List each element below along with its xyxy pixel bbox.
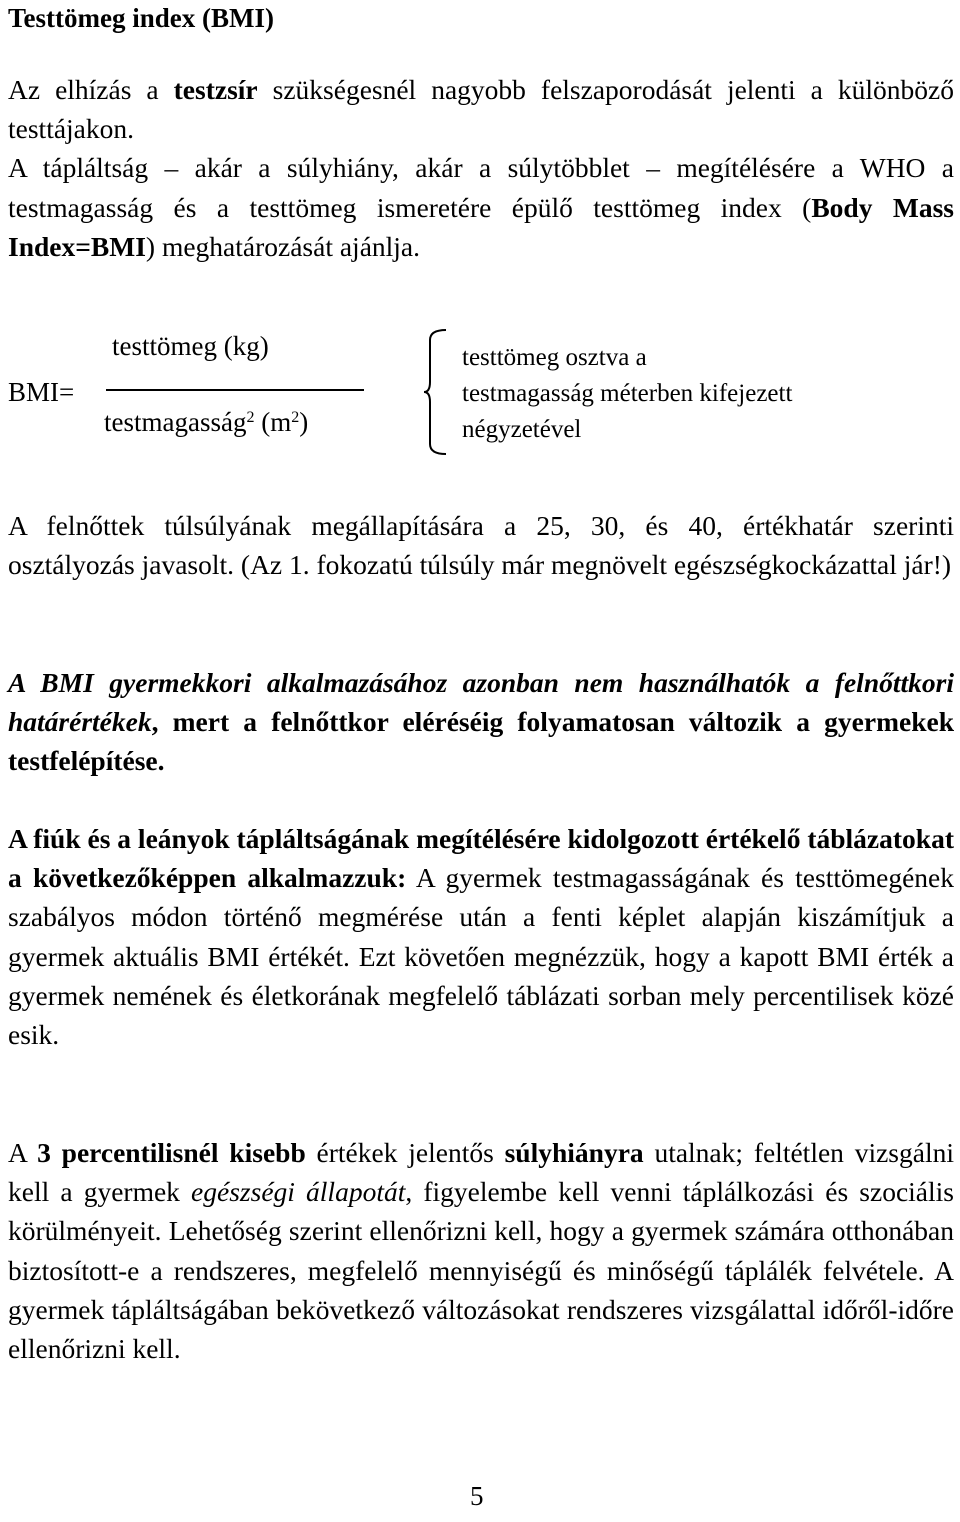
formula-description — [462, 340, 792, 448]
pct-text-4: , figyelembe kell venni táplálkozási és szociális körülményeit. Lehetőség szerint ellenőrizni kell, hogy a gyermek számára otthonában biztosított-e a rendszeres, megfelelő mennyiségű és minőségű táplálék felvétele. A gyermek tápláltságában bekövetkező változásokat rendszeres vizsgálattal időről-időre ellenőrizni kell. — [8, 1176, 954, 1365]
children-bold: , mert a felnőttkor eléréséig folyamatosan változik a gyermekek testfelépítése. — [8, 706, 954, 777]
method-bold: A fiúk és a leányok tápláltságának megítélésére kidolgozott értékelő táblázatokat a következőképpen alkalmazzuk: — [8, 823, 954, 894]
pct-text-3: utalnak; feltétlen vizsgálni kell a gyermek — [8, 1137, 954, 1208]
adults-paragraph: A felnőttek túlsúlyának megállapítására a 25, 30, és 40, értékhatár szerinti osztályozás javasolt. (Az 1. fokozatú túlsúly már megnövelt egészségkockázattal jár!) — [8, 510, 954, 581]
intro-paragraph — [8, 70, 954, 266]
den-sup-2: 2 — [291, 409, 300, 426]
fraction-line — [106, 389, 364, 391]
pct-bold-1: 3 percentilisnél kisebb — [37, 1137, 306, 1168]
pct-text-2: értékek jelentős — [305, 1137, 505, 1168]
formula-lhs: BMI= — [8, 377, 75, 407]
page-title: Testtömeg index (BMI) — [8, 3, 274, 33]
pct-bold-2: súlyhiányra — [504, 1137, 644, 1168]
children-paragraph — [8, 663, 954, 781]
page-number: 5 — [470, 1481, 484, 1511]
pct-text-1: A — [8, 1137, 38, 1168]
desc-line-3: négyzetével — [462, 416, 582, 443]
method-paragraph — [8, 819, 954, 1054]
intro-text-2: szükségesnél nagyobb felszaporodását jelenti a különböző testtájakon. — [8, 74, 954, 145]
desc-line-2: testmagasság méterben kifejezett — [462, 380, 793, 407]
desc-line-1: testtömeg osztva a — [462, 344, 647, 371]
intro-bold-bmi: Body Mass Index=BMI — [8, 191, 954, 262]
intro-bold-testzsir: testzsír — [173, 74, 258, 105]
percentile-paragraph — [8, 1133, 954, 1368]
den-a: testmagasság — [104, 407, 247, 437]
pct-italic: egészségi állapotát — [191, 1176, 406, 1208]
den-b: (m — [254, 407, 292, 437]
den-c: ) — [299, 407, 309, 437]
method-text: A gyermek testmagasságának és testtömegének szabályos módon történő megmérése után a fenti képlet alapján kiszámítjuk a gyermek aktuális BMI értékét. Ezt követően megnézzük, hogy a kapott BMI érték a gyermek nemének és életkorának megfelelő táblázati sorban mely percentilisek közé esik. — [8, 862, 954, 1051]
bmi-formula — [0, 322, 960, 462]
den-sup-1: 2 — [246, 409, 255, 426]
children-italic-bold: A BMI gyermekkori alkalmazásához azonban nem használhatók a felnőttkori határértékek — [8, 667, 954, 738]
formula-denominator — [104, 406, 308, 438]
intro-text-4: ) meghatározását ajánlja. — [145, 230, 421, 262]
intro-text-3: A tápláltság – akár a súlyhiány, akár a súlytöbblet – megítélésére a WHO a testmagasság és a testtömeg ismeretére épülő testtömeg index ( — [8, 152, 954, 223]
formula-numerator: testtömeg (kg) — [112, 331, 269, 361]
intro-text-1: Az elhízás a — [8, 74, 174, 105]
brace-icon — [424, 328, 448, 456]
